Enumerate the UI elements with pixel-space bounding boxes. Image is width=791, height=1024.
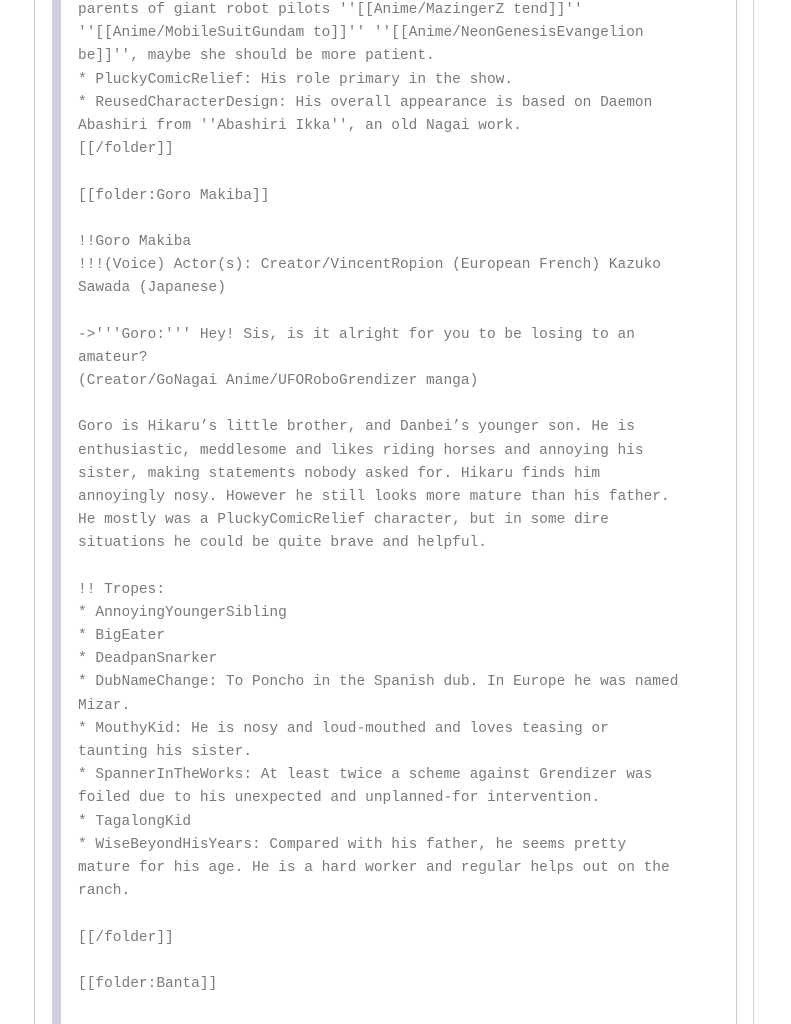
text-line: [78, 950, 728, 973]
text-line: mature for his age. He is a hard worker and regular helps out on the: [78, 859, 670, 876]
text-line: (Creator/GoNagai Anime/UFORoboGrendizer manga): [78, 373, 479, 389]
text-line: [78, 903, 728, 926]
text-line: [78, 300, 728, 323]
text-line: !!Goro Makiba: [78, 233, 192, 250]
text-line: !! Tropes:: [78, 581, 166, 598]
text-line: situations he could be quite brave and helpful.: [78, 535, 487, 552]
text-line: annoyingly nosy. However he still looks more mature than his father.: [78, 488, 670, 505]
text-line: [[folder:Goro Makiba]]: [78, 187, 270, 204]
text-line: [78, 208, 728, 231]
text-line: [78, 556, 728, 579]
text-line: ranch.: [78, 883, 131, 900]
text-line: enthusiastic, meddlesome and likes riding horses and annoying his: [78, 442, 644, 459]
text-line: !!!(Voice) Actor(s): Creator/VincentRopion (European French) Kazuko: [78, 257, 661, 274]
text-line: Goro is Hikaru’s little brother, and Danbei’s younger son. He is: [78, 419, 635, 436]
text-line: * ReusedCharacterDesign: His overall appearance is based on Daemon: [78, 94, 653, 111]
text-line: ''[[Anime/MobileSuitGundam to]]'' ''[[Anime/NeonGenesisEvangelion: [78, 25, 644, 42]
text-line: * TagalongKid: [78, 813, 192, 830]
text-line: be]]'', maybe she should be more patient.: [78, 48, 435, 65]
wiki-source-textarea[interactable]: [78, 0, 728, 996]
text-line: * AnnoyingYoungerSibling: [78, 604, 287, 621]
text-line: [78, 161, 728, 184]
text-line: [[folder:Banta]]: [78, 975, 218, 992]
text-line: ->'''Goro:''' Hey! Sis, is it alright for you to be losing to an: [78, 326, 635, 343]
text-line: * MouthyKid: He is nosy and loud-mouthed and loves teasing or: [78, 720, 609, 737]
text-line: [78, 393, 728, 416]
text-line: [[/folder]]: [78, 929, 174, 946]
text-line: sister, making statements nobody asked for. Hikaru finds him: [78, 465, 601, 482]
text-line: amateur?: [78, 349, 148, 366]
text-line: * DeadpanSnarker: [78, 651, 218, 668]
text-line: [[/folder]]: [78, 141, 174, 158]
text-line: Abashiri from ''Abashiri Ikka'', an old Nagai work.: [78, 117, 522, 134]
text-line: taunting his sister.: [78, 744, 253, 760]
editor-gutter: [52, 0, 61, 1024]
text-line: parents of giant robot pilots ''[[Anime/MazingerZ tend]]'': [78, 2, 583, 18]
text-line: Mizar.: [78, 697, 131, 714]
text-line: * SpannerInTheWorks: At least twice a scheme against Grendizer was: [78, 767, 653, 784]
text-line: foiled due to his unexpected and unplanned-for intervention.: [78, 790, 601, 807]
text-line: * PluckyComicRelief: His role primary in the show.: [78, 71, 514, 88]
text-line: Sawada (Japanese): [78, 280, 226, 297]
text-line: * BigEater: [78, 628, 166, 645]
editor-right-border: [736, 0, 737, 1024]
text-line: He mostly was a PluckyComicRelief character, but in some dire: [78, 512, 609, 529]
text-line: * WiseBeyondHisYears: Compared with his father, he seems pretty: [78, 836, 627, 853]
text-line: * DubNameChange: To Poncho in the Spanish dub. In Europe he was named: [78, 674, 679, 691]
